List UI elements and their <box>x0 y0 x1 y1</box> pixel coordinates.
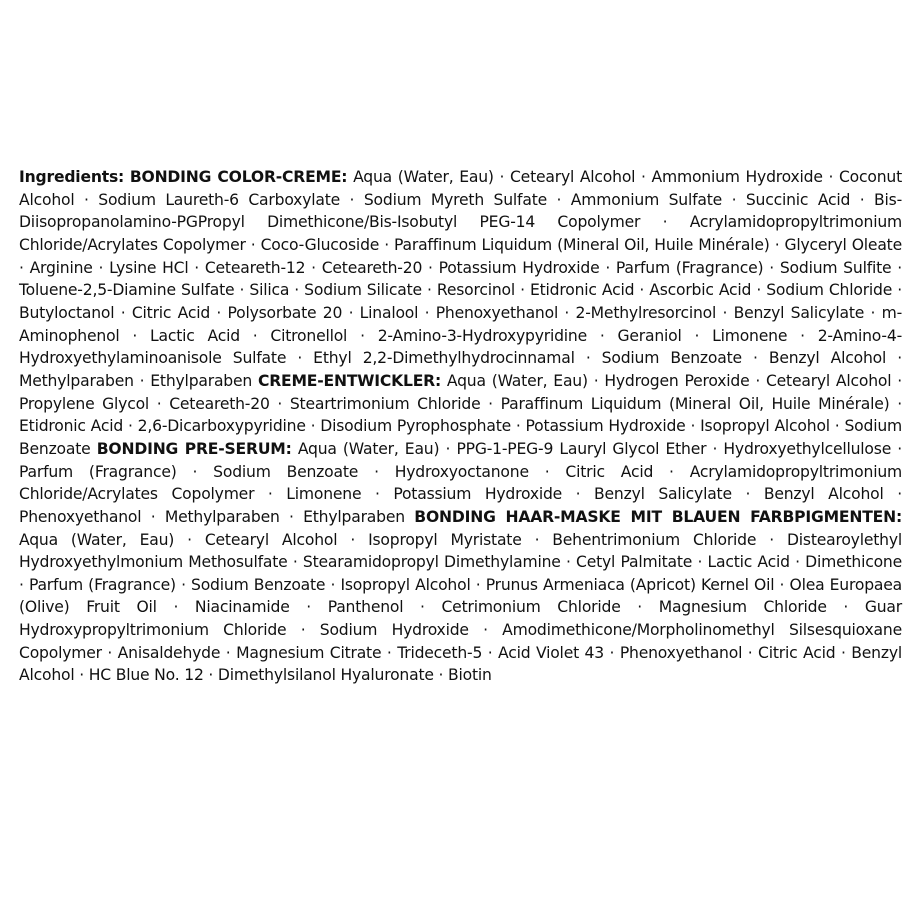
section-heading-bonding-haar-maske: BONDING HAAR-MASKE MIT BLAUEN FARBPIGMENTEN: <box>414 507 902 526</box>
section-text-creme-entwickler: Aqua (Water, Eau) · Hydrogen Peroxide · Cetearyl Alcohol · Propylene Glycol · Ceteareth-20 · Steartrimonium Chloride · Paraffinum Liquidum (Mineral Oil, Huile Minérale) · Etidronic Acid · 2,6-Dicarboxypyridine · Disodium Pyrophosphate · Potassium Hydroxide · Isopropyl Alcohol · Sodium Benzoate <box>19 371 903 458</box>
section-heading-bonding-pre-serum: BONDING PRE-SERUM: <box>96 439 292 458</box>
section-text-bonding-pre-serum: Aqua (Water, Eau) · PPG-1-PEG-9 Lauryl Glycol Ether · Hydroxyethylcellulose · Parfum (Fragrance) · Sodium Benzoate · Hydroxyoctanone · Citric Acid · Acrylamidopropyltrimonium Chloride/Acrylates Copolymer · Limonene · Potassium Hydroxide · Benzyl Salicylate · Benzyl Alcohol · Phenoxyethanol · Methylparaben · Ethylparaben <box>19 439 903 526</box>
section-text-bonding-color-creme: Aqua (Water, Eau) · Cetearyl Alcohol · Ammonium Hydroxide · Coconut Alcohol · Sodium Laureth-6 Carboxylate · Sodium Myreth Sulfate · Ammonium Sulfate · Succinic Acid · Bis-Diisopropanolamino-PGPropyl Dimethicone/Bis-Isobutyl PEG-14 Copolymer · Acrylamidopropyltrimonium Chloride/Acrylates Copolymer · Coco-Glucoside · Paraffinum Liquidum (Mineral Oil, Huile Minérale) · Glyceryl Oleate · Arginine · Lysine HCl · Ceteareth-12 · Ceteareth-20 · Potassium Hydroxide · Parfum (Fragrance) · Sodium Sulfite · Toluene-2,5-Diamine Sulfate · Silica · Sodium Silicate · Resorcinol · Etidronic Acid · Ascorbic Acid · Sodium Chloride · Butyloctanol · Citric Acid · Polysorbate 20 · Linalool · Phenoxyethanol · 2-Methylresorcinol · Benzyl Salicylate · m-Aminophenol · Lactic Acid · Citronellol · 2-Amino-3-Hydroxypyridine · Geraniol · Limonene · 2-Amino-4-Hydroxyethylaminoanisole Sulfate · Ethyl 2,2-Dimethylhydrocinnamal · Sodium Benzoate · Benzyl Alcohol · Methylparaben · Ethylparaben <box>19 168 902 390</box>
section-heading-bonding-color-creme: BONDING COLOR-CREME: <box>129 168 348 186</box>
section-heading-creme-entwickler: CREME-ENTWICKLER: <box>257 371 442 390</box>
ingredients-list <box>19 166 902 687</box>
ingredients-label: Ingredients: <box>19 168 125 186</box>
section-text-bonding-haar-maske: Aqua (Water, Eau) · Cetearyl Alcohol · Isopropyl Myristate · Behentrimonium Chloride · Distearoylethyl Hydroxyethylmonium Methosulfate · Stearamidopropyl Dimethylamine · Cetyl Palmitate · Lactic Acid · Dimethicone · Parfum (Fragrance) · Sodium Benzoate · Isopropyl Alcohol · Prunus Armeniaca (Apricot) Kernel Oil · Olea Europaea (Olive) Fruit Oil · Niacinamide · Panthenol · Cetrimonium Chloride · Magnesium Chloride · Guar Hydroxypropyltrimonium Chloride · Sodium Hydroxide · Amodimethicone/Morpholinomethyl Silsesquioxane Copolymer · Anisaldehyde · Magnesium Citrate · Trideceth-5 · Acid Violet 43 · Phenoxyethanol · Citric Acid · Benzyl Alcohol · HC Blue No. 12 · Dimethylsilanol Hyaluronate · Biotin <box>19 530 902 685</box>
